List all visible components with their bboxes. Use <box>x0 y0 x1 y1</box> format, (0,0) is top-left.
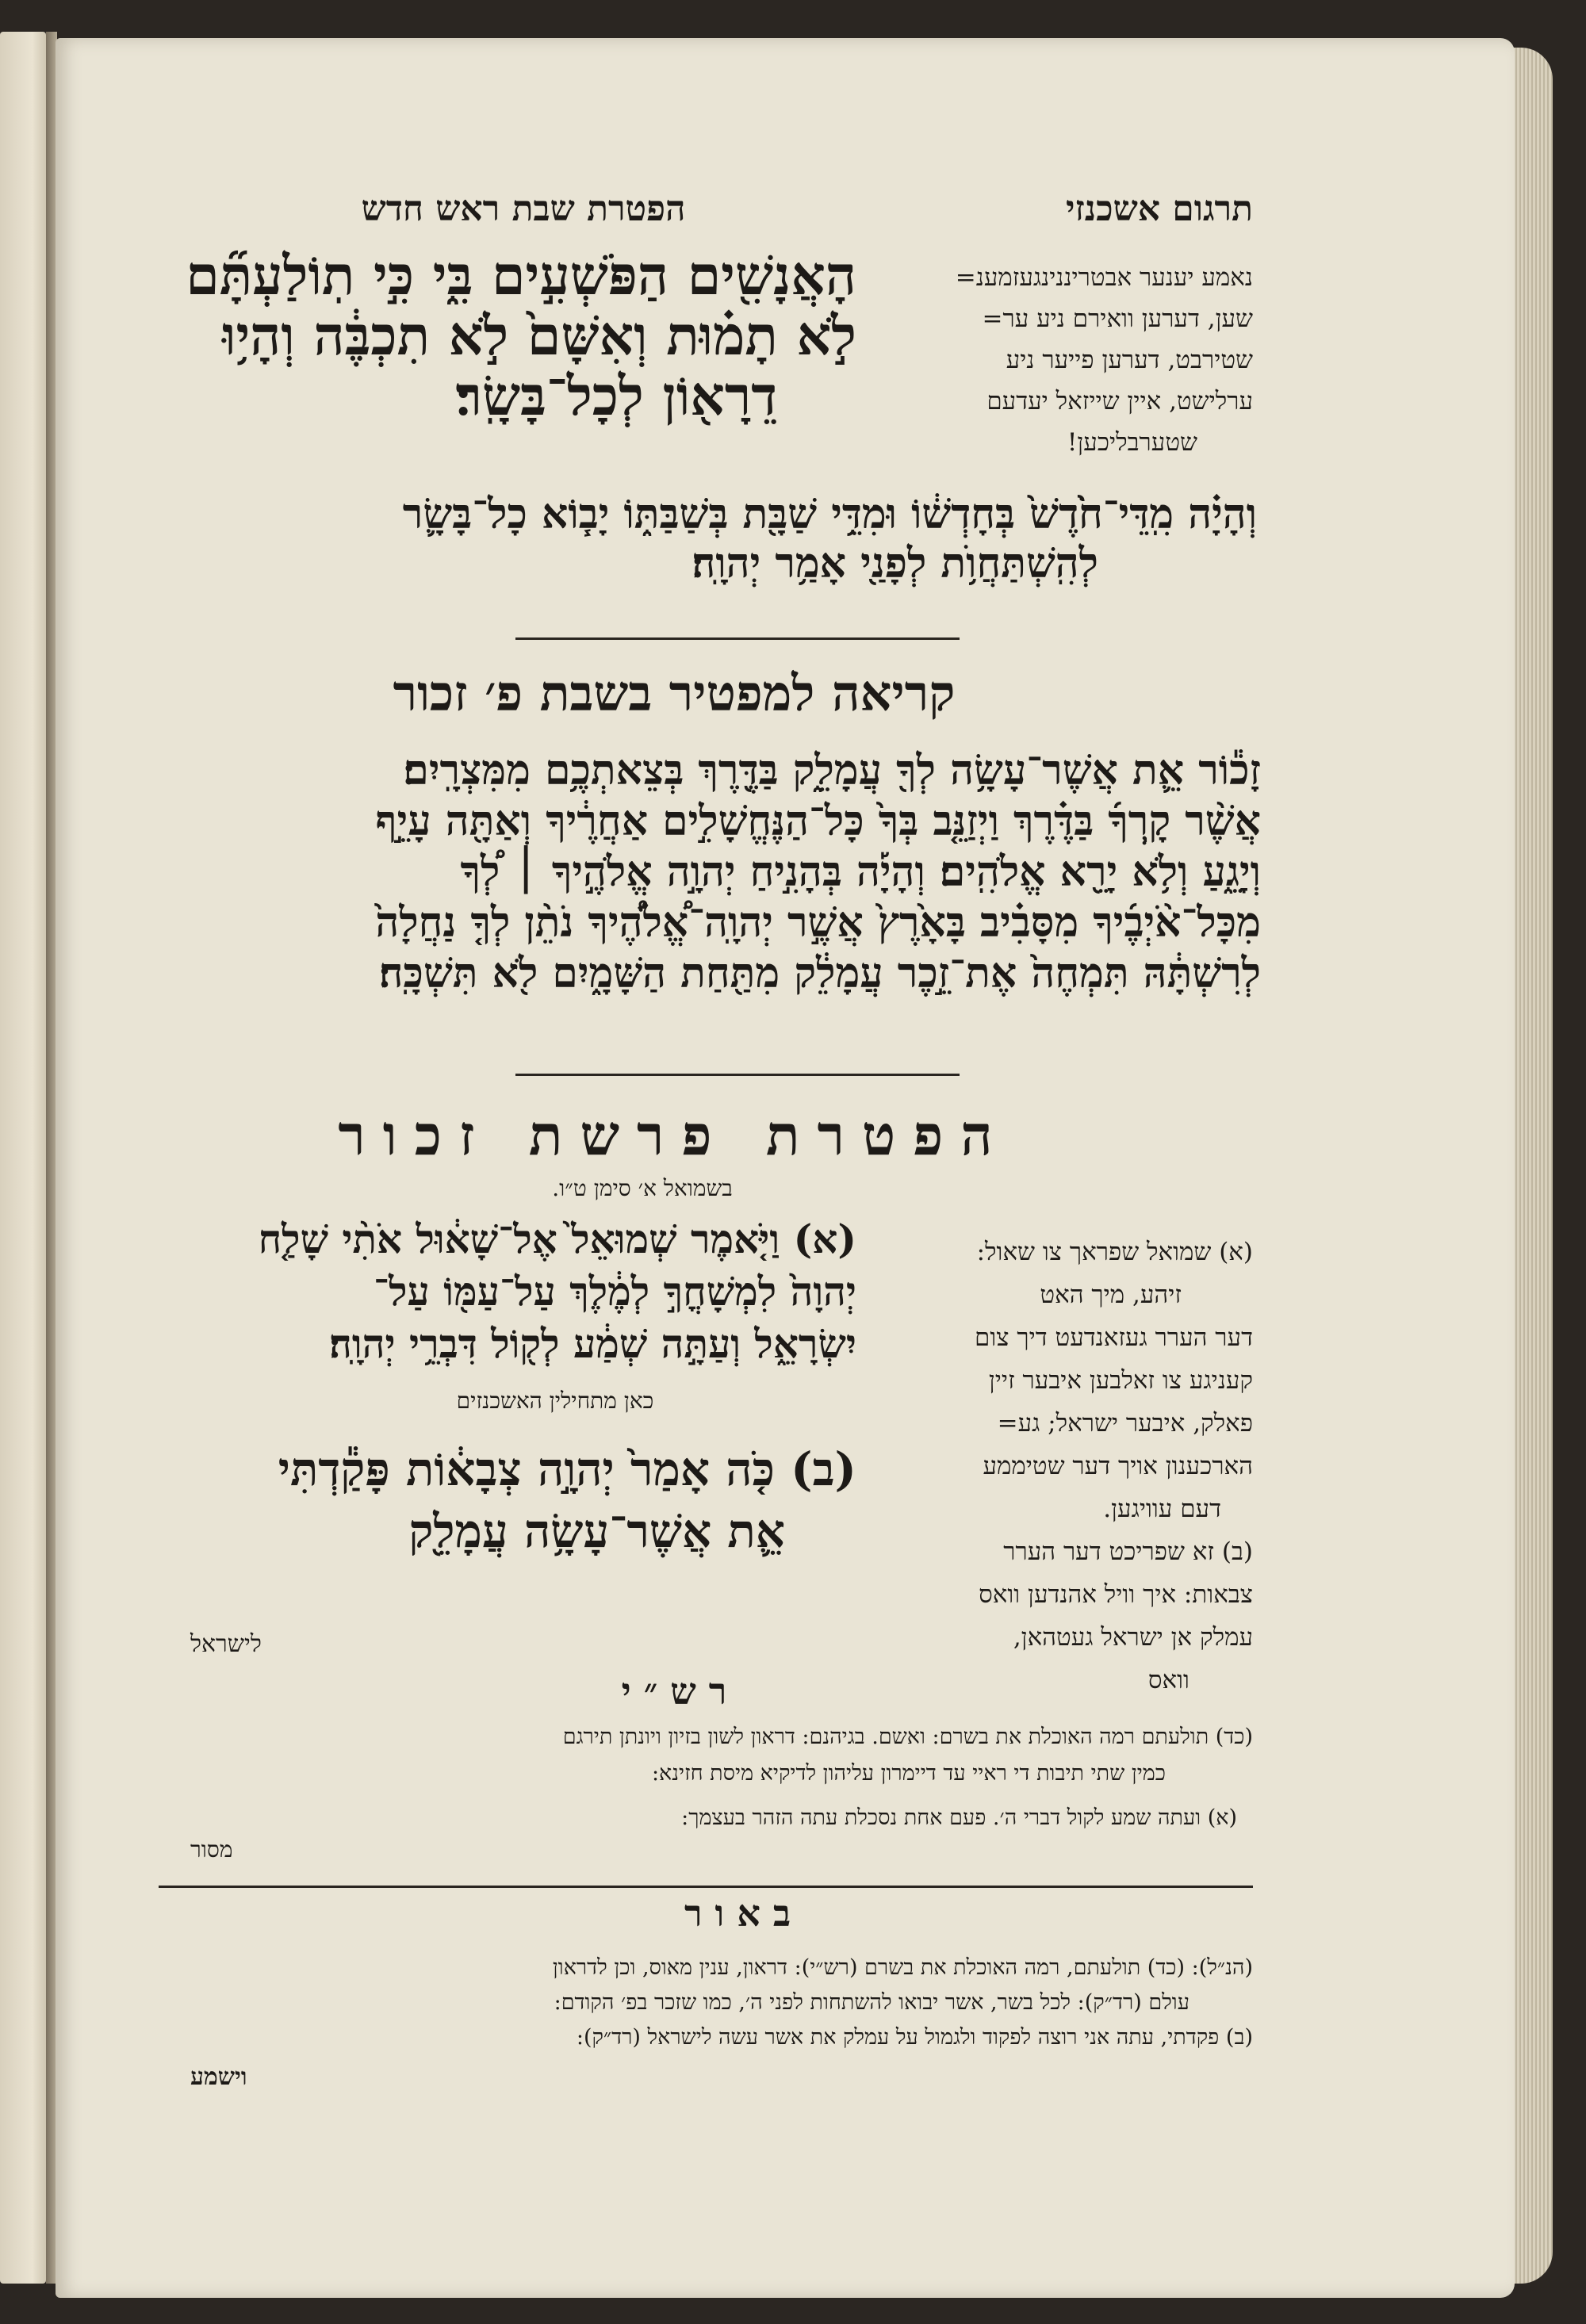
rashi-line: (א) ועתה שמע לקול דברי ה׳. פעם אחת נסכלת עתה הזהר בעצמך: <box>681 1805 1237 1830</box>
rosh-chodesh-verse <box>159 246 856 427</box>
targum-line: דער הערר געזאנדעט דיך צום <box>975 1323 1253 1352</box>
targum-top <box>872 257 1253 463</box>
zachor-verse-1 <box>159 1213 856 1370</box>
biur-title: ב א ו ר <box>684 1892 791 1935</box>
verse-line: הָאֲנָשִׁ֖ים הַפֹּשְׁעִ֣ים בִּ֑י כִּ֣י תֽוֹלַעְתָּ֞ם <box>186 244 856 308</box>
verse-line: מִכָּל־אֹ֨יְבֶ֜יךָ מִסָּבִ֗יב בָּאָ֙רֶץ֙ אֲשֶׁ֣ר יְהוָֽה־אֱ֠לֹהֶ֠יךָ נֹתֵ֨ן לְךָ֤ נַחֲלָה֙ <box>375 898 1261 947</box>
verse-line: וְהָיָ֗ה מִֽדֵּי־חֹ֙דֶשׁ֙ בְּחָדְשׁ֔וֹ וּמִדֵּ֥י שַׁבָּ֖ת בְּשַׁבַּתּ֑וֹ יָב֧וֹא כָל־בָּשָׂ֛ר <box>402 490 1257 538</box>
verse-line: יְהוָה֙ לִמְשָׁחֳךָ֣ לְמֶ֔לֶךְ עַל־עַמּ֖וֹ עַל־ <box>374 1268 856 1315</box>
verse-line: וְיָגֵ֑עַ וְלֹ֥א יָרֵ֖א אֱלֹהִֽים׃ וְהָיָ֡ה בְּהָנִ֣יחַ יְהוָ֣ה אֱלֹהֶ֣יךָ ׀ לְ֠ךָ <box>460 848 1261 896</box>
targum-line: עמלק אן ישראל געטהאן, <box>1013 1623 1253 1652</box>
rashi-title: ר ש ״ י <box>621 1670 727 1713</box>
section-divider <box>515 1074 960 1076</box>
section-divider <box>515 637 960 640</box>
verse-line: דֵרָא֖וֹן לְכָל־בָּשָֽׂר׃ <box>455 365 777 428</box>
rashi-catchword: מסור <box>190 1836 233 1863</box>
catchword: לישראל <box>190 1630 262 1658</box>
verse-line: (ב) כֹּ֤ה אָמַר֙ יְהוָ֣ה צְבָא֔וֹת פָּקַ֕דְתִּי <box>278 1442 856 1496</box>
targum-line: ערלישט, איין שייזאל יעדעם <box>986 387 1253 415</box>
verse-line: זָכ֕וֹר אֵ֛ת אֲשֶׁר־עָשָׂ֥ה לְךָ֖ עֲמָלֵ֑ק בַּדֶּ֖רֶךְ בְּצֵאתְכֶ֥ם מִמִּצְרָֽיִם׃ <box>403 746 1261 794</box>
targum-line: נאמע יענער אבטריננינגעזמענ= <box>955 263 1253 292</box>
verse-line: יִשְׂרָאֵ֑ל וְעַתָּ֣ה שְׁמַ֔ע לְק֖וֹל דִּבְרֵ֥י יְהוָֽה׃ <box>329 1320 856 1367</box>
left-page-edge <box>0 32 46 2284</box>
biur-commentary <box>159 1951 1253 2055</box>
targum-bottom <box>880 1231 1253 1702</box>
targum-line: הארכענון אויך דער שטיממע <box>983 1452 1253 1480</box>
verse-line: לֹ֣א תָמ֗וּת וְאִשָּׁם֙ לֹ֣א תִכְבֶּ֔ה וְהָי֥וּ <box>222 304 856 368</box>
verse-line: (א) וַיֹּ֤אמֶר שְׁמוּאֵל֙ אֶל־שָׁא֔וּל אֹתִ֨י שָׁלַ֤ח <box>258 1216 856 1262</box>
targum-line: (ב) זא שפריכט דער הערר <box>1003 1537 1253 1566</box>
rashi-line: (כד) תולעתם רמה האוכלת את בשרם: ואשם. בגיהנם: דראון לשון בזיון ויונתן תירגם <box>562 1725 1253 1749</box>
targum-line: (א) שמואל שפראך צו שאול: <box>976 1238 1253 1266</box>
biur-line: עולם (רד״ק): לכל בשר, אשר יבואו להשתחות לפני ה׳, כמו שזכר בפ׳ הקודם: <box>554 1990 1190 2015</box>
haftarah-zachor-subtitle: בשמואל א׳ סימן ט״ו. <box>552 1175 733 1201</box>
targum-line: שטערבליכען! <box>1067 428 1197 457</box>
targum-line: דעם עוויגען. <box>1103 1495 1221 1523</box>
targum-column-title: תרגום אשכנזי <box>1065 189 1253 229</box>
repeat-verse <box>163 490 1257 588</box>
ashkenazi-start-note: כאן מתחילין האשכנזים <box>456 1388 654 1414</box>
verse-line: לְרִשְׁתָּ֔הּ תִּמְחֶה֙ אֶת־זֵ֣כֶר עֲמָלֵ֔ק מִתַּ֖חַת הַשָּׁמָ֑יִם לֹ֖א תִּשְׁכָּֽח׃ <box>378 949 1261 997</box>
zachor-verse-2 <box>159 1438 856 1562</box>
targum-line: קעניגע צו זאלבען איבער זיין <box>988 1366 1253 1395</box>
biur-line: (הנ״ל): (כד) תולעתם, רמה האוכלת את בשרם (רש״י): דראון, ענין מאוס, וכן לדראון <box>552 1955 1253 1980</box>
targum-line: שטירבט, דערען פייער ניע <box>1006 346 1253 374</box>
targum-line: זיהע, מיך האט <box>1040 1281 1182 1309</box>
targum-line: פאלק, איבער ישראל; גע= <box>997 1409 1253 1438</box>
zachor-reading-title: קריאה למפטיר בשבת פ׳ זכור <box>393 664 956 722</box>
footnote-divider <box>159 1886 1253 1888</box>
verse-line: אֵ֛ת אֲשֶׁר־עָשָׂ֥ה עֲמָלֵ֖ק <box>408 1504 785 1558</box>
zachor-reading-text <box>159 745 1261 999</box>
targum-line: שען, דערען וואירם ניע ער= <box>982 304 1253 333</box>
haftarah-zachor-title: הפטרת פרשת זכור <box>338 1102 1010 1168</box>
rashi-line: כמין שתי תיבות די ראיי עד דיימרון עליהון לדיקיא מיסת חזינא: <box>651 1761 1166 1786</box>
biur-line: (ב) פקדתי, עתה אני רוצה לפקוד ולגמול על עמלק את אשר עשה לישראל (רד״ק): <box>576 2025 1253 2050</box>
verse-line: לְהִֽשְׁתַּחֲוֺ֥ת לְפָנַ֖י אָמַ֥ר יְהוָֽה׃ <box>691 539 1098 588</box>
targum-line: צבאות: איך וויל אהנדען וואס <box>979 1580 1253 1609</box>
rashi-commentary <box>159 1719 1253 1836</box>
haftarah-rosh-chodesh-title: הפטרת שבת ראש חדש <box>361 189 686 229</box>
biur-catchword: וישמע <box>190 2063 247 2091</box>
targum-line: וואס <box>1147 1666 1190 1694</box>
verse-line: אֲשֶׁ֨ר קָֽרְךָ֜ בַּדֶּ֗רֶךְ וַיְזַנֵּ֤ב בְּךָ֙ כָּל־הַנֶּחֱשָׁלִ֣ים אַחֲרֶ֔יךָ וְאַתָּ֖ה עָיֵ֣ף <box>375 797 1261 845</box>
